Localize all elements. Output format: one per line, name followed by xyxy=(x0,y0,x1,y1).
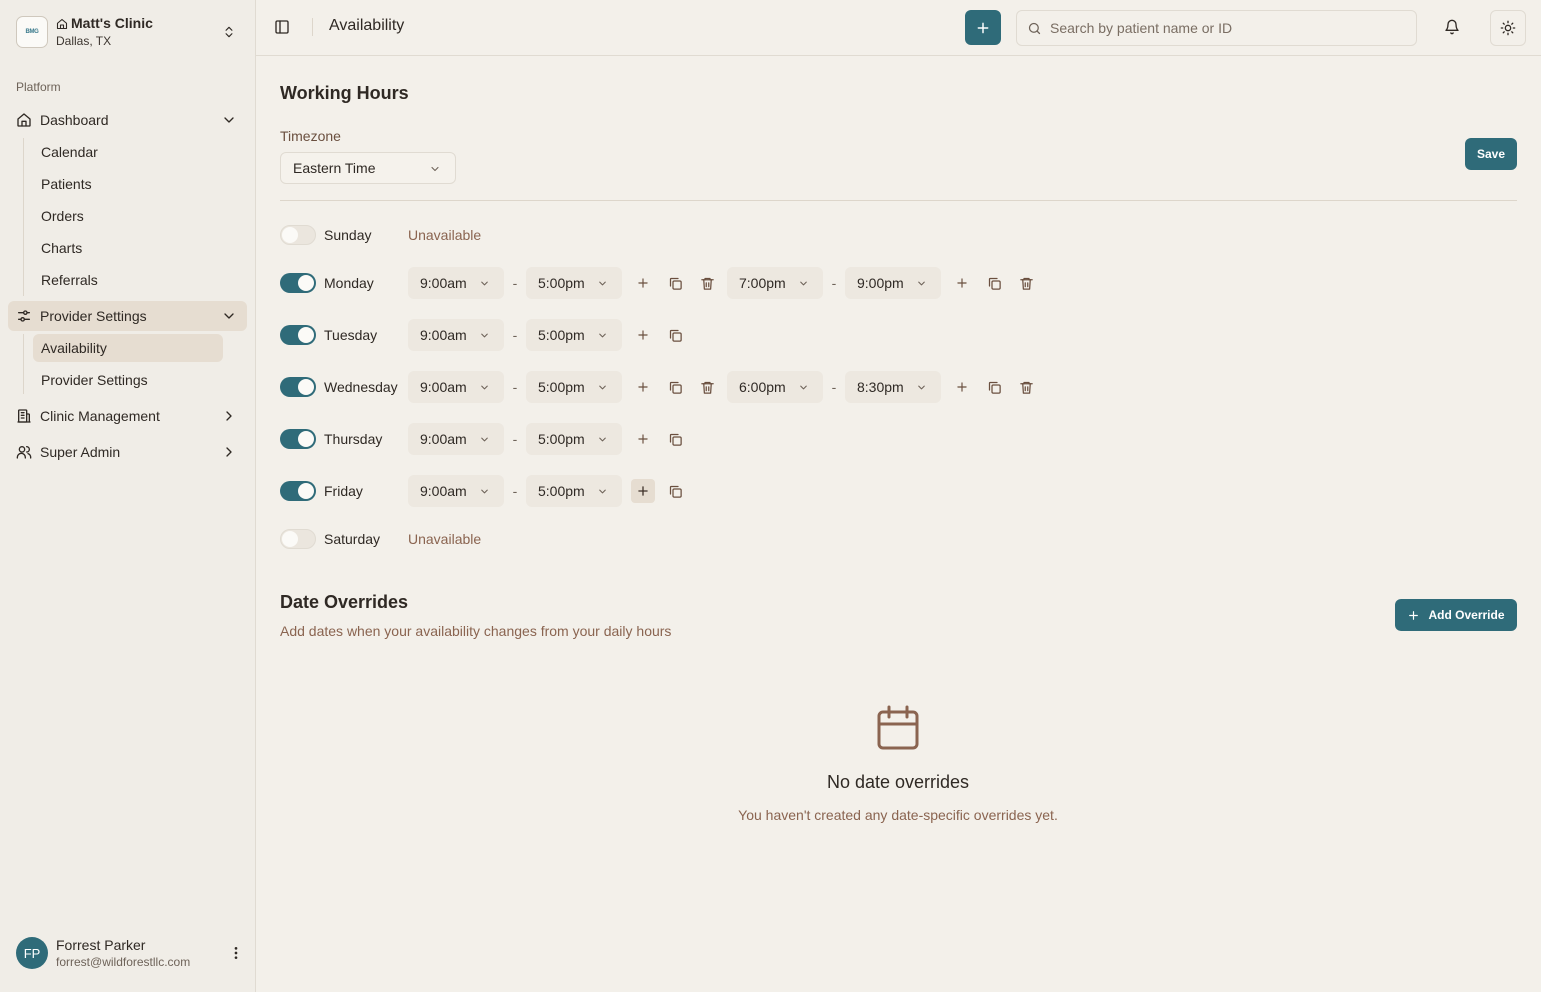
day-row-sunday xyxy=(280,219,481,251)
add-slot-button[interactable] xyxy=(950,375,974,399)
nav-patients[interactable]: Patients xyxy=(41,176,92,192)
nav-referrals[interactable]: Referrals xyxy=(41,272,98,288)
nav-availability[interactable]: Availability xyxy=(33,334,223,362)
nav-calendar[interactable]: Calendar xyxy=(41,144,98,160)
copy-icon xyxy=(668,380,683,395)
copy-times-button[interactable] xyxy=(982,271,1006,295)
delete-slot-button[interactable] xyxy=(1014,375,1038,399)
day-toggle-thursday[interactable] xyxy=(280,429,316,449)
chevron-down-icon xyxy=(479,382,490,393)
chevron-down-icon xyxy=(429,163,441,175)
day-name: Tuesday xyxy=(324,327,378,343)
day-row-wednesday xyxy=(280,371,1038,403)
plus-icon xyxy=(1407,609,1420,622)
chevron-down-icon xyxy=(798,382,809,393)
chevron-down-icon xyxy=(221,308,237,324)
chevron-right-icon xyxy=(221,408,237,424)
end-time-select[interactable]: 5:00pm xyxy=(526,475,622,507)
start-time-select[interactable]: 6:00pm xyxy=(727,371,823,403)
copy-times-button[interactable] xyxy=(663,271,687,295)
patient-search[interactable] xyxy=(1016,10,1417,46)
clinic-name: Matt's Clinic xyxy=(71,15,153,31)
add-slot-button[interactable] xyxy=(631,427,655,451)
quick-add-button[interactable] xyxy=(965,10,1001,45)
unavailable-label: Unavailable xyxy=(408,531,482,547)
day-name: Saturday xyxy=(324,531,381,547)
add-slot-button[interactable] xyxy=(631,375,655,399)
nav-dashboard-label: Dashboard xyxy=(40,112,109,128)
nav-sub-rail xyxy=(23,138,24,296)
calendar-icon xyxy=(876,705,920,751)
trash-icon xyxy=(1019,380,1034,395)
start-time-select[interactable]: 7:00pm xyxy=(727,267,823,299)
chevron-down-icon xyxy=(479,434,490,445)
sun-icon xyxy=(1500,20,1516,36)
save-button[interactable]: Save xyxy=(1465,138,1517,170)
building-icon xyxy=(16,408,32,424)
day-name: Monday xyxy=(324,275,374,291)
end-time-select[interactable]: 8:30pm xyxy=(845,371,941,403)
chevron-down-icon xyxy=(597,486,608,497)
copy-times-button[interactable] xyxy=(663,427,687,451)
delete-slot-button[interactable] xyxy=(1014,271,1038,295)
add-slot-button[interactable] xyxy=(950,271,974,295)
nav-orders[interactable]: Orders xyxy=(41,208,84,224)
start-time-select[interactable]: 9:00am xyxy=(408,319,504,351)
timezone-label: Timezone xyxy=(280,128,341,144)
clinic-location: Dallas, TX xyxy=(56,34,112,48)
clinic-logo: BMG xyxy=(16,16,48,48)
chevron-down-icon xyxy=(479,486,490,497)
range-separator: - xyxy=(512,327,518,343)
delete-slot-button[interactable] xyxy=(695,375,719,399)
chevron-down-icon xyxy=(597,330,608,341)
plus-icon xyxy=(636,328,650,342)
copy-times-button[interactable] xyxy=(663,375,687,399)
day-row-tuesday xyxy=(280,319,687,351)
page-title: Availability xyxy=(329,17,405,34)
plus-icon xyxy=(636,484,650,498)
chevron-right-icon xyxy=(221,444,237,460)
end-time-select[interactable]: 5:00pm xyxy=(526,423,622,455)
copy-times-button[interactable] xyxy=(982,375,1006,399)
trash-icon xyxy=(1019,276,1034,291)
avatar: FP xyxy=(16,937,48,969)
user-email: forrest@wildforestllc.com xyxy=(56,954,191,969)
add-override-button[interactable] xyxy=(1395,599,1517,631)
day-row-saturday xyxy=(280,523,481,555)
nav-super-admin[interactable] xyxy=(8,437,247,467)
chevron-down-icon xyxy=(597,278,608,289)
day-name: Thursday xyxy=(324,431,383,447)
copy-icon xyxy=(987,276,1002,291)
chevron-down-icon xyxy=(798,278,809,289)
nav-clinic-management-label: Clinic Management xyxy=(40,408,160,424)
home-icon xyxy=(56,18,68,30)
start-time-select[interactable]: 9:00am xyxy=(408,423,504,455)
trash-icon xyxy=(700,276,715,291)
nav-charts[interactable]: Charts xyxy=(41,240,83,256)
range-separator: - xyxy=(512,379,518,395)
empty-state-title: No date overrides xyxy=(826,772,970,792)
chevrons-up-down-icon xyxy=(222,24,236,40)
day-toggle-wednesday[interactable] xyxy=(280,377,316,397)
plus-icon xyxy=(636,276,650,290)
timezone-select[interactable] xyxy=(280,152,456,184)
topbar-divider xyxy=(312,18,313,36)
copy-icon xyxy=(668,432,683,447)
nav-clinic-management[interactable] xyxy=(8,401,247,431)
search-icon xyxy=(1027,21,1042,36)
plus-icon xyxy=(636,380,650,394)
copy-times-button[interactable] xyxy=(663,479,687,503)
day-toggle-tuesday[interactable] xyxy=(280,325,316,345)
clinic-switcher[interactable] xyxy=(16,14,240,50)
add-slot-button[interactable] xyxy=(631,323,655,347)
plus-icon xyxy=(975,20,991,36)
end-time-select[interactable]: 5:00pm xyxy=(526,267,622,299)
chevron-down-icon xyxy=(916,382,927,393)
day-toggle-sunday[interactable] xyxy=(280,225,316,245)
start-time-select[interactable]: 9:00am xyxy=(408,267,504,299)
nav-dashboard[interactable] xyxy=(8,105,247,135)
day-toggle-saturday[interactable] xyxy=(280,529,316,549)
start-time-select[interactable]: 9:00am xyxy=(408,371,504,403)
day-toggle-monday[interactable] xyxy=(280,273,316,293)
nav-provider-settings[interactable] xyxy=(8,301,247,331)
nav-sub-rail xyxy=(23,334,24,394)
empty-state-subtitle: You haven't created any date-specific overrides yet. xyxy=(738,807,1058,823)
range-separator: - xyxy=(512,483,518,499)
day-name: Wednesday xyxy=(324,379,398,395)
nav-super-admin-label: Super Admin xyxy=(40,444,121,460)
plus-icon xyxy=(955,276,969,290)
sidebar xyxy=(0,0,256,992)
nav-provider-settings-sub[interactable]: Provider Settings xyxy=(41,372,148,388)
end-time-select[interactable]: 5:00pm xyxy=(526,371,622,403)
copy-icon xyxy=(668,328,683,343)
unavailable-label: Unavailable xyxy=(408,227,482,243)
divider xyxy=(280,200,1517,201)
end-time-select[interactable]: 5:00pm xyxy=(526,319,622,351)
copy-icon xyxy=(668,484,683,499)
range-separator: - xyxy=(512,275,518,291)
add-override-label: Add Override xyxy=(1428,608,1505,622)
day-name: Friday xyxy=(324,483,363,499)
date-overrides-title: Date Overrides xyxy=(280,592,409,612)
user-menu[interactable] xyxy=(16,936,244,970)
date-overrides-subtitle: Add dates when your availability changes from your daily hours xyxy=(280,623,672,639)
range-separator: - xyxy=(831,275,837,291)
trash-icon xyxy=(700,380,715,395)
working-hours-title: Working Hours xyxy=(280,83,409,103)
main-content xyxy=(256,57,1541,992)
copy-times-button[interactable] xyxy=(663,323,687,347)
add-slot-button[interactable] xyxy=(631,479,655,503)
timezone-value: Eastern Time xyxy=(293,160,376,176)
range-separator: - xyxy=(512,431,518,447)
sliders-icon xyxy=(16,308,32,324)
users-icon xyxy=(16,444,32,460)
chevron-down-icon xyxy=(597,434,608,445)
plus-icon xyxy=(636,432,650,446)
sidebar-toggle-icon[interactable] xyxy=(274,19,290,35)
topbar xyxy=(256,0,1541,56)
user-name: Forrest Parker xyxy=(56,936,146,953)
start-time-select[interactable]: 9:00am xyxy=(408,475,504,507)
search-input[interactable] xyxy=(1050,20,1390,36)
delete-slot-button[interactable] xyxy=(695,271,719,295)
nav-provider-settings-label: Provider Settings xyxy=(40,308,147,324)
copy-icon xyxy=(668,276,683,291)
more-vertical-icon[interactable] xyxy=(228,945,244,961)
day-toggle-friday[interactable] xyxy=(280,481,316,501)
chevron-down-icon xyxy=(916,278,927,289)
day-row-thursday xyxy=(280,423,687,455)
section-label-platform: Platform xyxy=(16,80,61,94)
chevron-down-icon xyxy=(479,330,490,341)
chevron-down-icon xyxy=(221,112,237,128)
plus-icon xyxy=(955,380,969,394)
day-row-monday xyxy=(280,267,1038,299)
range-separator: - xyxy=(831,379,837,395)
chevron-down-icon xyxy=(597,382,608,393)
bell-icon[interactable] xyxy=(1444,19,1460,35)
home-icon xyxy=(16,112,32,128)
theme-toggle-button[interactable] xyxy=(1490,10,1526,46)
end-time-select[interactable]: 9:00pm xyxy=(845,267,941,299)
add-slot-button[interactable] xyxy=(631,271,655,295)
chevron-down-icon xyxy=(479,278,490,289)
day-row-friday xyxy=(280,475,687,507)
copy-icon xyxy=(987,380,1002,395)
day-name: Sunday xyxy=(324,227,372,243)
